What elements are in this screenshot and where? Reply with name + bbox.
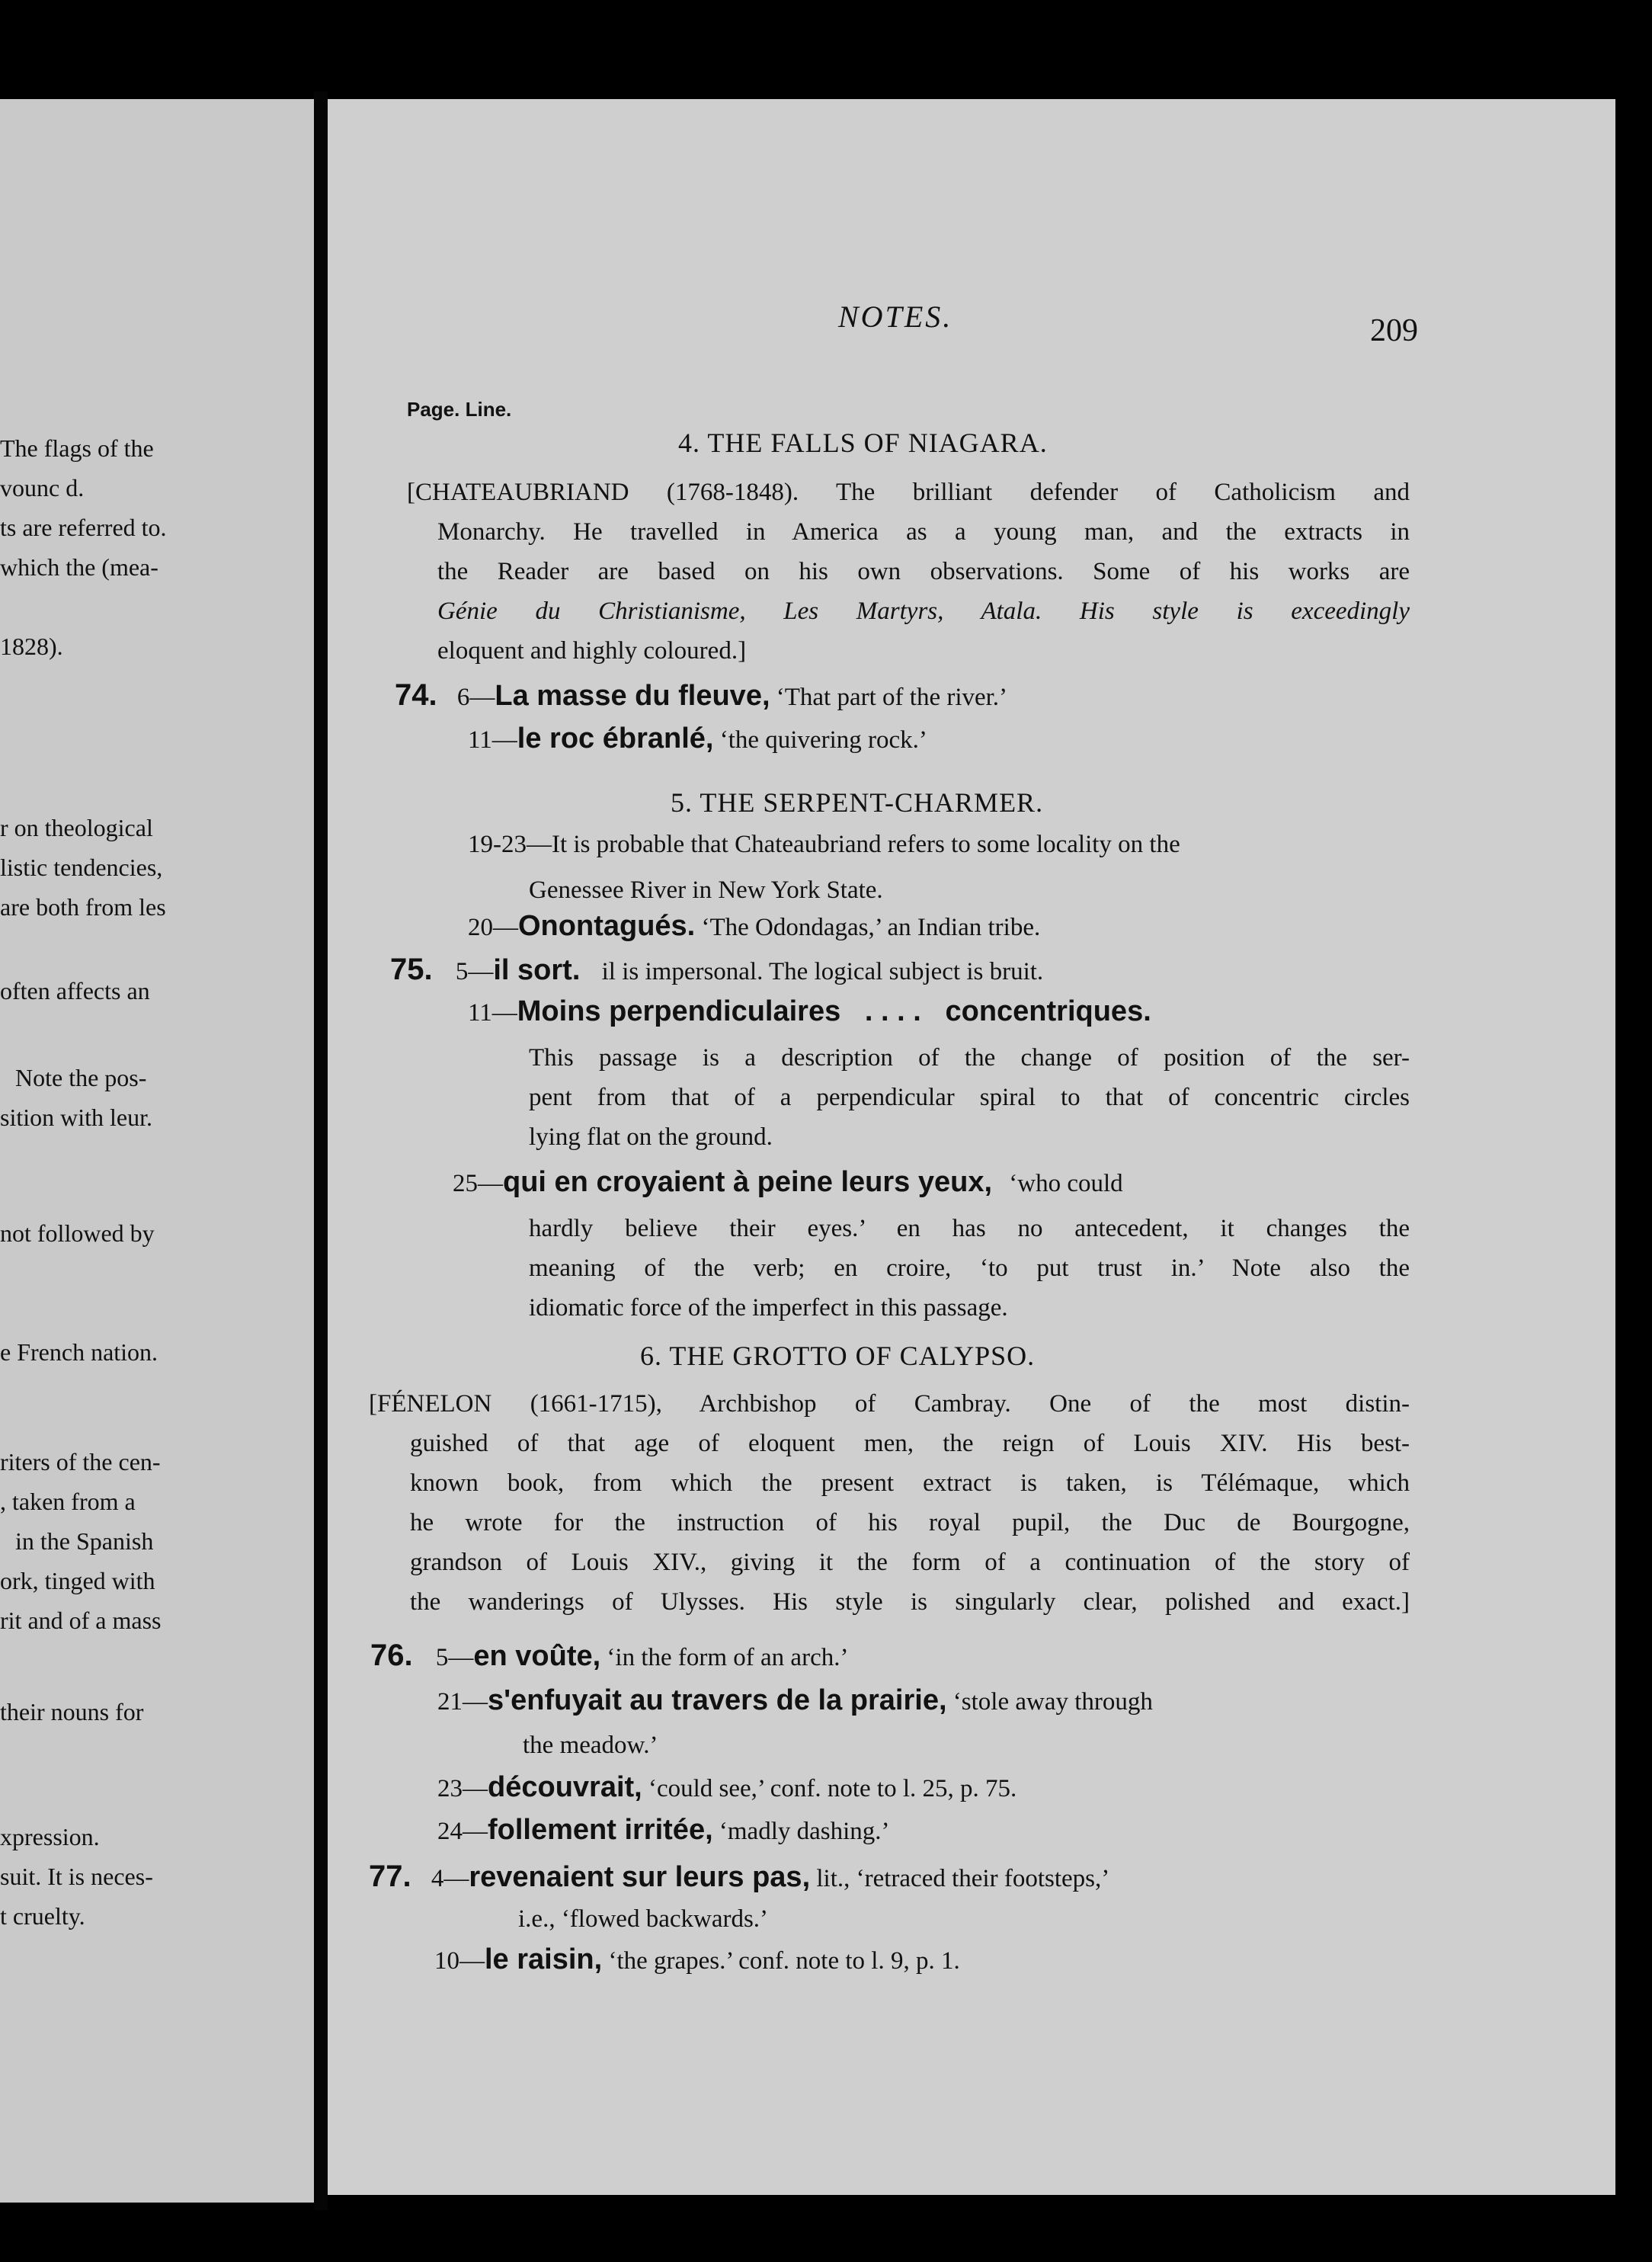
left-page-fragment: Note the pos- bbox=[15, 1064, 147, 1091]
note-line-ref: 11— bbox=[468, 999, 517, 1027]
note-gloss: lit., ‘retraced their footsteps,’ bbox=[816, 1865, 1110, 1892]
note-headword: s'enfuyait au travers de la prairie, bbox=[488, 1684, 947, 1716]
note-headword: Onontagués. bbox=[518, 910, 696, 942]
intro-line: known book, from which the present extract is taken, is Télémaque, which bbox=[410, 1469, 1410, 1497]
left-page-fragment: riters of the cen- bbox=[0, 1448, 161, 1475]
left-page-fragment: , taken from a bbox=[0, 1488, 136, 1515]
note-continuation: This passage is a description of the change of position of the ser- bbox=[529, 1044, 1410, 1072]
note-continuation: lying flat on the ground. bbox=[529, 1123, 773, 1151]
intro-line: Monarchy. He travelled in America as a young man, and the extracts in bbox=[437, 518, 1410, 546]
intro-line: [FÉNELON (1661-1715), Archbishop of Cambray. One of the most distin- bbox=[369, 1390, 1410, 1418]
left-page-fragment: sition with leur. bbox=[0, 1104, 152, 1131]
note-headword: le raisin, bbox=[485, 1943, 603, 1975]
left-page-fragment: xpression. bbox=[0, 1823, 100, 1850]
note-entry bbox=[453, 1166, 1123, 1199]
section-intro bbox=[369, 1384, 1410, 1622]
note-line-ref: 19-23— bbox=[468, 831, 552, 858]
note-headword: revenaient sur leurs pas, bbox=[469, 1861, 811, 1893]
note-continuation-block bbox=[529, 1209, 1410, 1328]
note-page-ref: 75. bbox=[390, 953, 433, 986]
note-continuation: hardly believe their eyes.’ en has no antecedent, it changes the bbox=[529, 1215, 1410, 1242]
section-title: 5. THE SERPENT-CHARMER. bbox=[671, 787, 1044, 818]
note-line-ref: 6— bbox=[456, 684, 495, 711]
note-entry bbox=[437, 1814, 890, 1847]
note-entry bbox=[369, 1860, 1109, 1894]
book-gutter bbox=[314, 91, 328, 2210]
section-intro bbox=[407, 473, 1410, 671]
note-line-ref: 5— bbox=[455, 958, 494, 985]
note-headword: en voûte, bbox=[473, 1640, 601, 1672]
note-line-ref: 11— bbox=[468, 726, 517, 754]
section-title: 4. THE FALLS OF NIAGARA. bbox=[678, 428, 1048, 458]
left-page-fragment: r on theological bbox=[0, 814, 153, 841]
left-page-fragment: often affects an bbox=[0, 977, 150, 1004]
left-page-fragment: in the Spanish bbox=[15, 1527, 154, 1555]
left-page-fragment: t cruelty. bbox=[0, 1902, 85, 1930]
note-continuation: Genessee River in New York State. bbox=[529, 876, 883, 904]
note-gloss: ‘the quivering rock.’ bbox=[719, 726, 927, 754]
note-page-ref: 74. bbox=[395, 678, 437, 712]
left-page-fragment: not followed by bbox=[0, 1219, 155, 1247]
note-entry bbox=[468, 831, 1180, 859]
note-line-ref: 4— bbox=[431, 1865, 469, 1892]
note-gloss: ‘The Odondagas,’ an Indian tribe. bbox=[701, 914, 1041, 941]
note-continuation: meaning of the verb; en croire, ‘to put trust in.’ Note also the bbox=[529, 1254, 1410, 1282]
column-header: Page. Line. bbox=[407, 398, 512, 421]
note-continuation-block bbox=[529, 1038, 1410, 1157]
note-entry bbox=[395, 678, 1007, 713]
notes-page bbox=[328, 99, 1615, 2195]
note-page-ref: 76. bbox=[370, 1639, 413, 1672]
note-continuation: idiomatic force of the imperfect in this passage. bbox=[529, 1294, 1008, 1322]
note-gloss: ‘That part of the river.’ bbox=[776, 684, 1008, 711]
note-gloss: It is probable that Chateaubriand refers to some locality on the bbox=[552, 831, 1180, 858]
intro-line: the wanderings of Ulysses. His style is singularly clear, polished and exact.] bbox=[410, 1588, 1410, 1616]
note-continuation: i.e., ‘flowed backwards.’ bbox=[518, 1905, 769, 1933]
note-gloss: ‘stole away through bbox=[952, 1688, 1153, 1716]
note-line-ref: 25— bbox=[453, 1170, 503, 1197]
left-page-fragment: ork, tinged with bbox=[0, 1567, 155, 1594]
note-entry bbox=[468, 910, 1040, 943]
note-headword: qui en croyaient à peine leurs yeux, bbox=[503, 1166, 993, 1198]
note-headword: follement irritée, bbox=[488, 1814, 713, 1846]
intro-line: grandson of Louis XIV., giving it the form of a continuation of the story of bbox=[410, 1549, 1410, 1576]
note-headword: Moins perpendiculaires . . . . concentriques. bbox=[517, 995, 1151, 1027]
note-headword: découvrait, bbox=[488, 1771, 642, 1803]
left-page-fragment: vounc d. bbox=[0, 474, 85, 501]
note-gloss: ‘in the form of an arch.’ bbox=[607, 1644, 849, 1671]
note-headword: La masse du fleuve, bbox=[495, 680, 770, 712]
note-gloss: ‘the grapes.’ conf. note to l. 9, p. 1. bbox=[608, 1947, 960, 1975]
note-gloss: ‘madly dashing.’ bbox=[719, 1818, 890, 1845]
intro-line: [CHATEAUBRIAND (1768-1848). The brilliant defender of Catholicism and bbox=[407, 479, 1410, 506]
note-gloss: il is impersonal. The logical subject is bruit. bbox=[601, 958, 1044, 985]
running-header-title: NOTES. bbox=[838, 300, 953, 334]
note-line-ref: 24— bbox=[437, 1818, 488, 1845]
note-entry bbox=[390, 953, 1043, 987]
left-page-fragment: 1828). bbox=[0, 633, 63, 660]
note-line-ref: 20— bbox=[468, 914, 518, 941]
note-headword: le roc ébranlé, bbox=[517, 722, 714, 755]
left-page-fragment: which the (mea- bbox=[0, 553, 158, 581]
note-entry bbox=[370, 1639, 848, 1673]
note-continuation: the meadow.’ bbox=[523, 1732, 658, 1759]
left-page-fragment: their nouns for bbox=[0, 1698, 144, 1725]
section-title: 6. THE GROTTO OF CALYPSO. bbox=[640, 1341, 1036, 1371]
intro-line: Génie du Christianisme, Les Martyrs, Atala. His style is exceedingly bbox=[437, 598, 1410, 625]
note-line-ref: 5— bbox=[435, 1644, 474, 1671]
left-page-fragment: ts are referred to. bbox=[0, 514, 167, 541]
intro-line: guished of that age of eloquent men, the reign of Louis XIV. His best- bbox=[410, 1430, 1410, 1457]
left-page-fragment: e French nation. bbox=[0, 1338, 158, 1366]
note-line-ref: 21— bbox=[437, 1688, 488, 1716]
intro-line: eloquent and highly coloured.] bbox=[437, 637, 747, 665]
note-page-ref: 77. bbox=[369, 1860, 411, 1893]
note-entry bbox=[434, 1943, 960, 1976]
left-page-fragment: listic tendencies, bbox=[0, 854, 163, 881]
note-gloss: ‘could see,’ conf. note to l. 25, p. 75. bbox=[648, 1775, 1017, 1802]
note-entry bbox=[468, 722, 927, 755]
left-facing-page bbox=[0, 99, 314, 2203]
left-page-fragment: rit and of a mass bbox=[0, 1607, 162, 1634]
note-entry bbox=[437, 1684, 1153, 1717]
note-headword: il sort. bbox=[493, 954, 581, 986]
left-page-fragment: The flags of the bbox=[0, 434, 154, 462]
left-page-fragment: suit. It is neces- bbox=[0, 1863, 153, 1890]
note-continuation: pent from that of a perpendicular spiral to that of concentric circles bbox=[529, 1084, 1410, 1111]
intro-line: the Reader are based on his own observations. Some of his works are bbox=[437, 558, 1410, 585]
note-line-ref: 10— bbox=[434, 1947, 485, 1975]
left-page-fragment: are both from les bbox=[0, 893, 166, 921]
page-number: 209 bbox=[1370, 313, 1418, 348]
note-gloss: ‘who could bbox=[1009, 1170, 1123, 1197]
note-entry bbox=[437, 1771, 1016, 1804]
note-entry bbox=[468, 995, 1151, 1028]
intro-line: he wrote for the instruction of his royal pupil, the Duc de Bourgogne, bbox=[410, 1509, 1410, 1536]
note-line-ref: 23— bbox=[437, 1775, 488, 1802]
